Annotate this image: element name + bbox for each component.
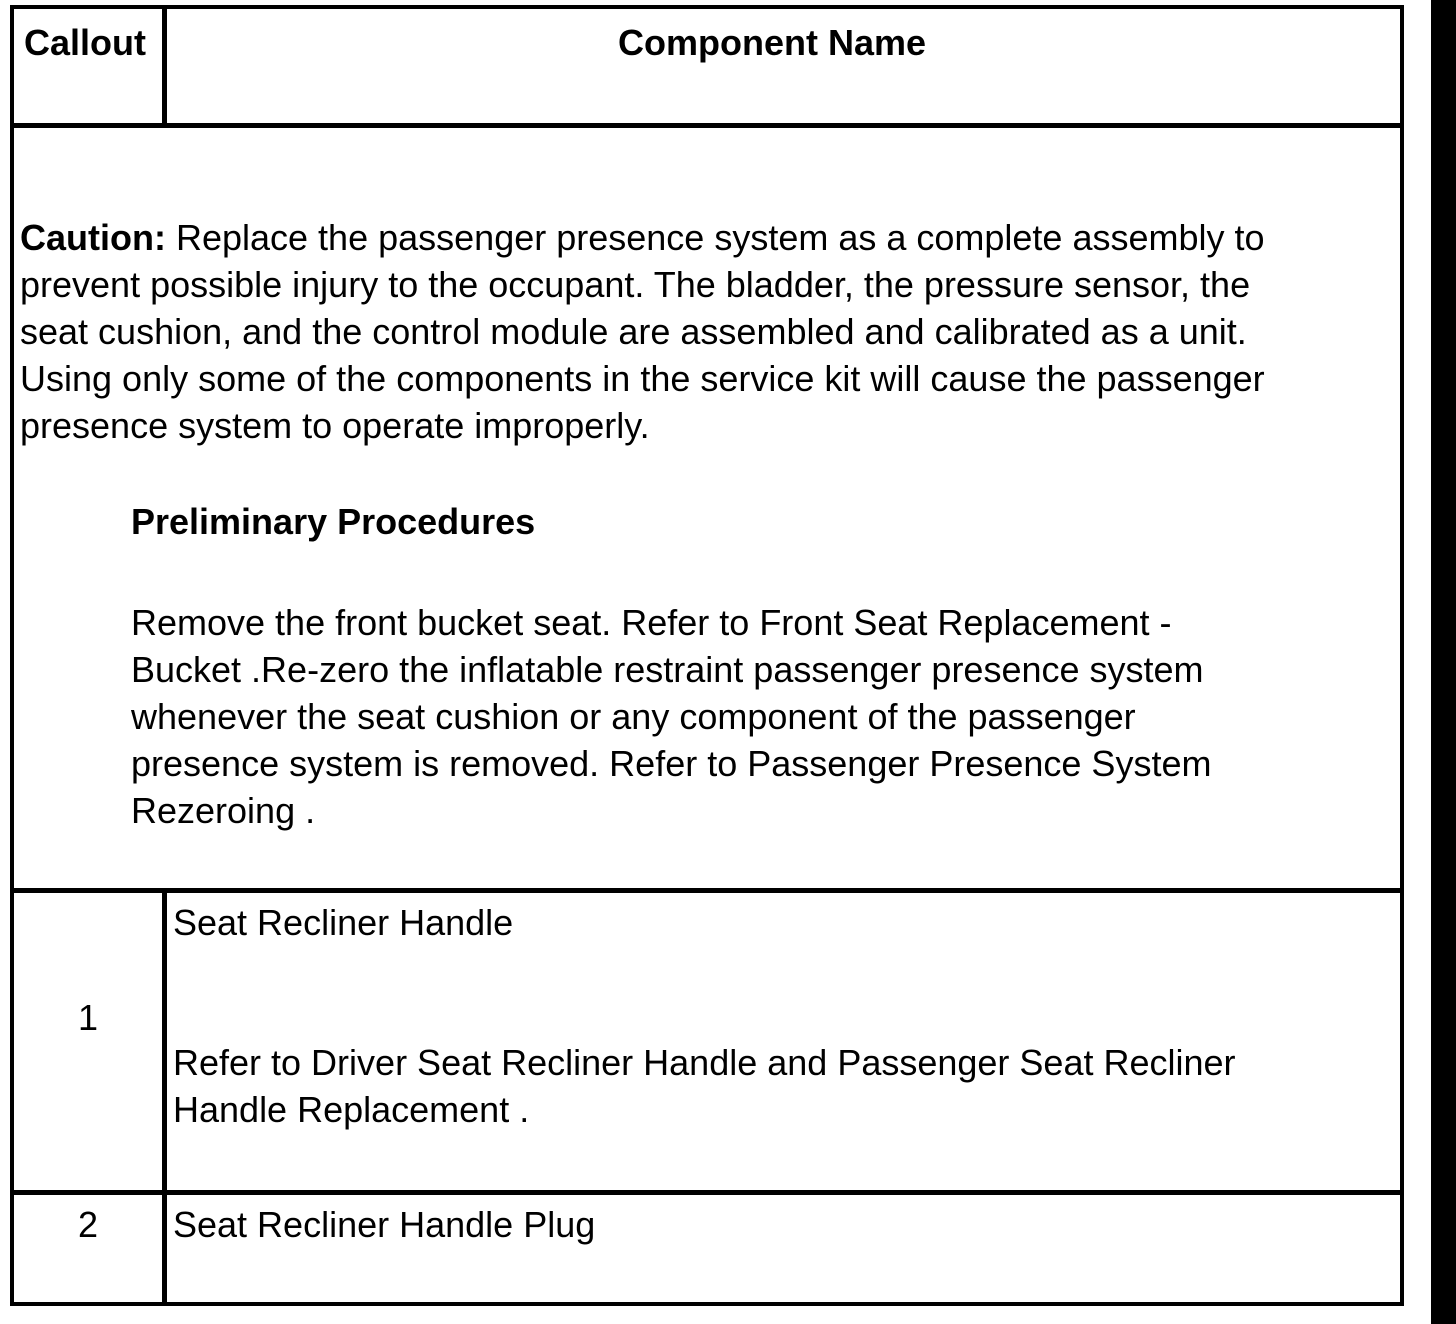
header-divider	[162, 9, 167, 123]
table-row-1-callout: 1	[77, 997, 99, 1038]
caution-line-3: seat cushion, and the control module are assembled and calibrated as a unit.	[20, 311, 1247, 352]
row-1-rule	[14, 1190, 1400, 1195]
component-table	[10, 5, 1404, 1306]
preliminary-text	[131, 599, 1331, 834]
right-edge-bar	[1431, 0, 1456, 1324]
table-row-1-note-line-1: Refer to Driver Seat Recliner Handle and Passenger Seat Recliner	[173, 1042, 1236, 1083]
callout-column-divider	[162, 888, 167, 1306]
preliminary-line-2: Bucket .Re-zero the inflatable restraint passenger presence system	[131, 649, 1204, 690]
table-row-1-name: Seat Recliner Handle	[173, 902, 514, 943]
preliminary-line-3: whenever the seat cushion or any component of the passenger	[131, 696, 1136, 737]
caution-line-2: prevent possible injury to the occupant. The bladder, the pressure sensor, the	[20, 264, 1251, 305]
preliminary-line-1: Remove the front bucket seat. Refer to Front Seat Replacement -	[131, 602, 1172, 643]
preliminary-heading: Preliminary Procedures	[131, 501, 536, 542]
caution-label: Caution:	[20, 217, 166, 258]
caution-line-1: Replace the passenger presence system as a complete assembly to	[165, 217, 1265, 258]
table-row-1-note-line-2: Handle Replacement .	[173, 1089, 530, 1130]
notice-rule	[14, 888, 1400, 893]
preliminary-line-4: presence system is removed. Refer to Passenger Presence System	[131, 743, 1212, 784]
header-component-name: Component Name	[618, 22, 927, 63]
caution-text	[20, 214, 1390, 449]
table-row-2-callout: 2	[77, 1204, 99, 1245]
table-row-2-name: Seat Recliner Handle Plug	[173, 1204, 596, 1245]
caution-line-4: Using only some of the components in the service kit will cause the passenger	[20, 358, 1265, 399]
header-callout: Callout	[24, 22, 146, 63]
header-rule	[14, 123, 1400, 128]
caution-line-5: presence system to operate improperly.	[20, 405, 650, 446]
preliminary-line-5: Rezeroing .	[131, 790, 316, 831]
